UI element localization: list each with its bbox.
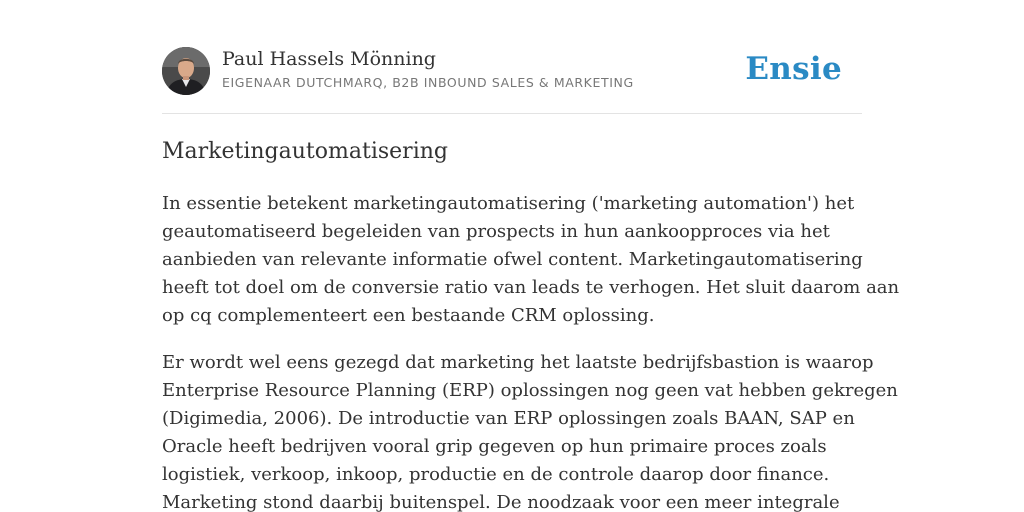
article-title: Marketingautomatisering <box>162 139 448 164</box>
paragraph <box>162 349 898 512</box>
author-avatar[interactable] <box>162 47 210 95</box>
paragraph-line: In essentie betekent marketingautomatisering ('marketing automation') het <box>162 193 855 214</box>
paragraph-line: Er wordt wel eens gezegd dat marketing het laatste bedrijfsbastion is waarop <box>162 352 874 373</box>
paragraph-line: Oracle heeft bedrijven vooral grip gegeven op hun primaire proces zoals <box>162 436 827 457</box>
paragraph <box>162 190 900 330</box>
article-body <box>162 190 900 512</box>
ensie-logo[interactable]: Ensie <box>745 51 842 87</box>
paragraph-line: aanbieden van relevante informatie ofwel content. Marketingautomatisering <box>162 249 863 270</box>
avatar-portrait-icon <box>162 47 210 95</box>
paragraph-line: Enterprise Resource Planning (ERP) oplossingen nog geen vat hebben gekregen <box>162 380 898 401</box>
author-role: EIGENAAR DUTCHMARQ, B2B INBOUND SALES & MARKETING <box>222 75 634 90</box>
paragraph-line: geautomatiseerd begeleiden van prospects in hun aankoopproces via het <box>162 221 830 242</box>
paragraph-line: heeft tot doel om de conversie ratio van leads te verhogen. Het sluit daarom aan <box>162 277 900 298</box>
author-header <box>162 47 862 114</box>
paragraph-line: op cq complementeert een bestaande CRM oplossing. <box>162 305 655 326</box>
paragraph-line: logistiek, verkoop, inkoop, productie en de controle daarop door finance. <box>162 464 830 485</box>
paragraph-line: Marketing stond daarbij buitenspel. De noodzaak voor een meer integrale <box>162 492 840 512</box>
paragraph-line: (Digimedia, 2006). De introductie van ERP oplossingen zoals BAAN, SAP en <box>162 408 855 429</box>
author-name[interactable]: Paul Hassels Mönning <box>222 48 436 70</box>
